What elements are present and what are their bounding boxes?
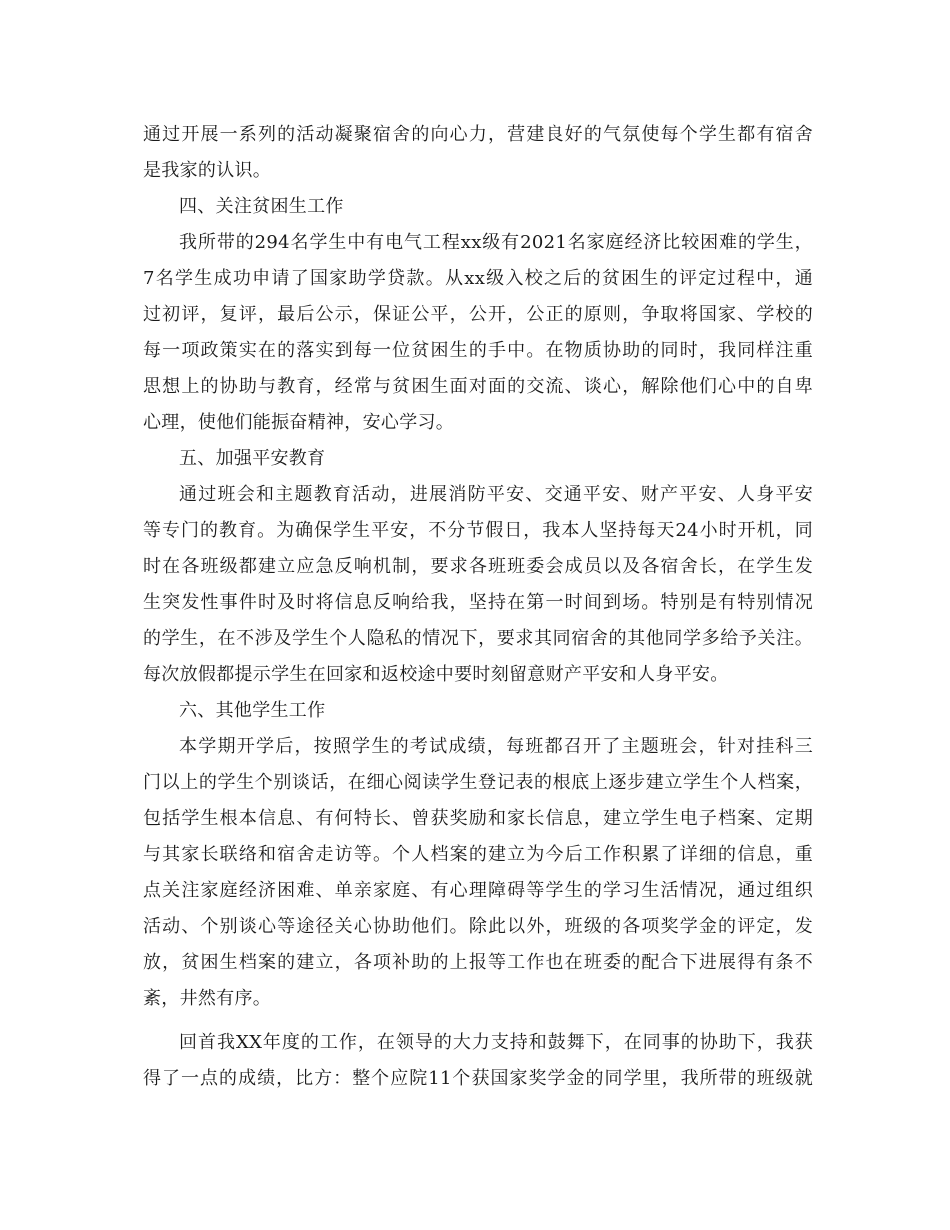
- paragraph-line: 通过开展一系列的活动凝聚宿舍的向心力，营建良好的气氛使每个学生都有宿舍: [143, 124, 813, 145]
- paragraph-line: 7名学生成功申请了国家助学贷款。从xx级入校之后的贫困生的评定过程中，通: [143, 268, 813, 289]
- paragraph-line: 包括学生根本信息、有何特长、曾获奖励和家长信息，建立学生电子档案、定期: [143, 808, 813, 829]
- paragraph-line: 等专门的教育。为确保学生平安，不分节假日，我本人坚持每天24小时开机，同: [143, 520, 813, 541]
- paragraph-line: 点关注家庭经济困难、单亲家庭、有心理障碍等学生的学习生活情况，通过组织: [143, 880, 813, 901]
- paragraph-line: 过初评，复评，最后公示，保证公平，公开，公正的原则，争取将国家、学校的: [143, 304, 813, 325]
- paragraph-gap: [143, 1017, 813, 1025]
- paragraph-line: 与其家长联络和宿舍走访等。个人档案的建立为今后工作积累了详细的信息，重: [143, 844, 813, 865]
- paragraph-line: 每一项政策实在的落实到每一位贫困生的手中。在物质协助的同时，我同样注重: [143, 340, 813, 361]
- paragraph-line: 心理，使他们能振奋精神，安心学习。: [143, 412, 455, 433]
- paragraph-line: 回首我XX年度的工作，在领导的大力支持和鼓舞下，在同事的协助下，我获: [179, 1032, 813, 1053]
- paragraph-line: 的学生，在不涉及学生个人隐私的情况下，要求其同宿舍的其他同学多给予关注。: [143, 628, 813, 649]
- paragraph-line: 每次放假都提示学生在回家和返校途中要时刻留意财产平安和人身平安。: [143, 664, 729, 685]
- paragraph-line: 门以上的学生个别谈话，在细心阅读学生登记表的根底上逐步建立学生个人档案，: [143, 772, 813, 793]
- paragraph-line: 紊，井然有序。: [143, 988, 272, 1009]
- section-heading: 五、加强平安教育: [179, 448, 326, 469]
- paragraph-line: 思想上的协助与教育，经常与贫困生面对面的交流、谈心，解除他们心中的自卑: [143, 376, 813, 397]
- section-heading: 四、关注贫困生工作: [179, 196, 344, 217]
- paragraph-line: 是我家的认识。: [143, 160, 272, 181]
- paragraph-line: 本学期开学后，按照学生的考试成绩，每班都召开了主题班会，针对挂科三: [179, 736, 813, 757]
- paragraph-line: 生突发性事件时及时将信息反响给我，坚持在第一时间到场。特别是有特别情况: [143, 592, 813, 613]
- paragraph-line: 通过班会和主题教育活动，进展消防平安、交通平安、财产平安、人身平安: [179, 484, 813, 505]
- paragraph-line: 放，贫困生档案的建立，各项补助的上报等工作也在班委的配合下进展得有条不: [143, 952, 813, 973]
- section-heading: 六、其他学生工作: [179, 700, 326, 721]
- paragraph-line: 时在各班级都建立应急反响机制，要求各班班委会成员以及各宿舍长，在学生发: [143, 556, 813, 577]
- paragraph-line: 得了一点的成绩，比方：整个应院11个获国家奖学金的同学里，我所带的班级就: [143, 1068, 813, 1089]
- document-body: [143, 117, 813, 1097]
- paragraph-line: 活动、个别谈心等途径关心协助他们。除此以外，班级的各项奖学金的评定，发: [143, 916, 813, 937]
- paragraph-line: 我所带的294名学生中有电气工程xx级有2021名家庭经济比较困难的学生，: [179, 232, 813, 253]
